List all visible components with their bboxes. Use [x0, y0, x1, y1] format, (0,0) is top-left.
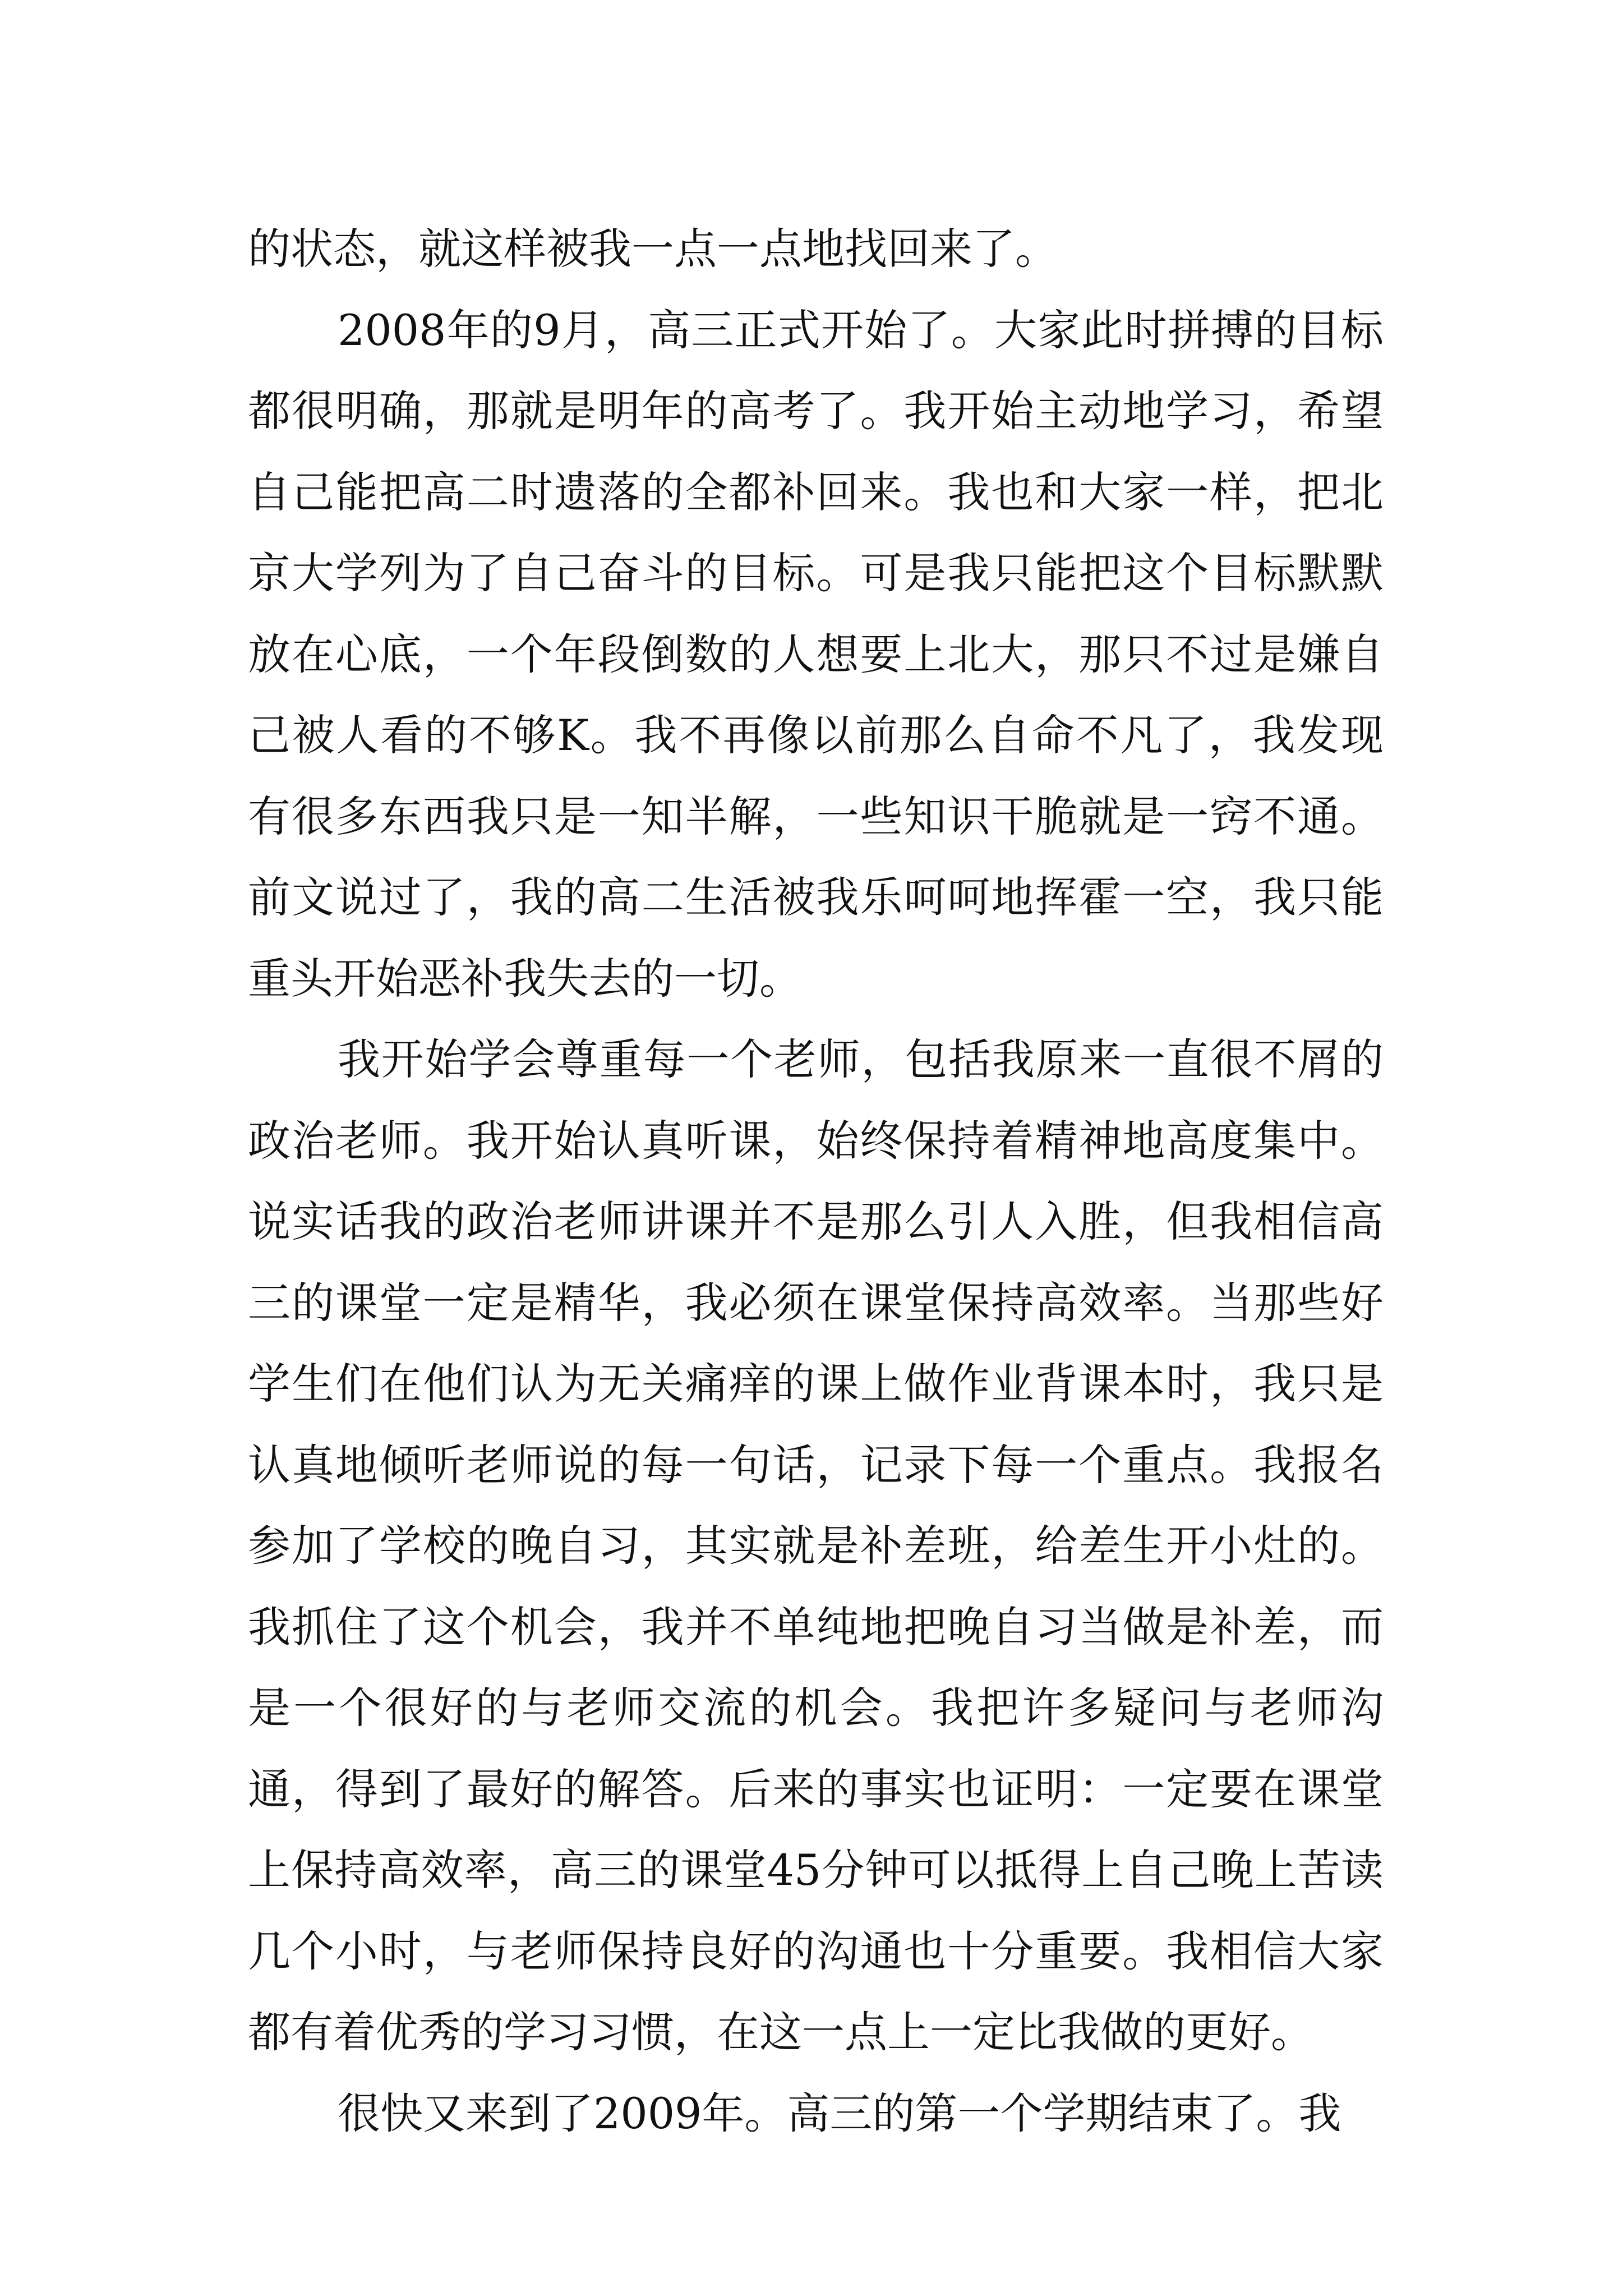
paragraph-4: 很快又来到了2009年。高三的第一个学期结束了。我	[338, 2088, 1341, 2138]
paragraph-1: 的状态，就这样被我一点一点地找回来了。	[248, 224, 1058, 274]
paragraph-2: 2008年的9月，高三正式开始了。大家此时拼搏的目标都很明确，那就是明年的高考了。我开始主动地学习，希望自己能把高二时遗落的全都补回来。我也和大家一样，把北京大学列为了自己奋斗的目标。可是我只能把这个目标默默放在心底，一个年段倒数的人想要上北大，那只不过是嫌自己被人看的不够K。我不再像以前那么自命不凡了，我发现有很多东西我只是一知半解，一些知识干脆就是一窍不通。前文说过了，我的高二生活被我乐呵呵地挥霍一空，我只能重头开始恶补我失去的一切。	[248, 305, 1384, 1004]
body-text	[248, 209, 1384, 2154]
paragraph-3: 我开始学会尊重每一个老师，包括我原来一直很不屑的政治老师。我开始认真听课，始终保持着精神地高度集中。说实话我的政治老师讲课并不是那么引人入胜，但我相信高三的课堂一定是精华，我必须在课堂保持高效率。当那些好学生们在他们认为无关痛痒的课上做作业背课本时，我只是认真地倾听老师说的每一句话，记录下每一个重点。我报名参加了学校的晚自习，其实就是补差班，给差生开小灶的。我抓住了这个机会，我并不单纯地把晚自习当做是补差，而是一个很好的与老师交流的机会。我把许多疑问与老师沟通，得到了最好的解答。后来的事实也证明：一定要在课堂上保持高效率，高三的课堂45分钟可以抵得上自己晚上苦读几个小时，与老师保持良好的沟通也十分重要。我相信大家都有着优秀的学习习惯，在这一点上一定比我做的更好。	[248, 1034, 1384, 2057]
